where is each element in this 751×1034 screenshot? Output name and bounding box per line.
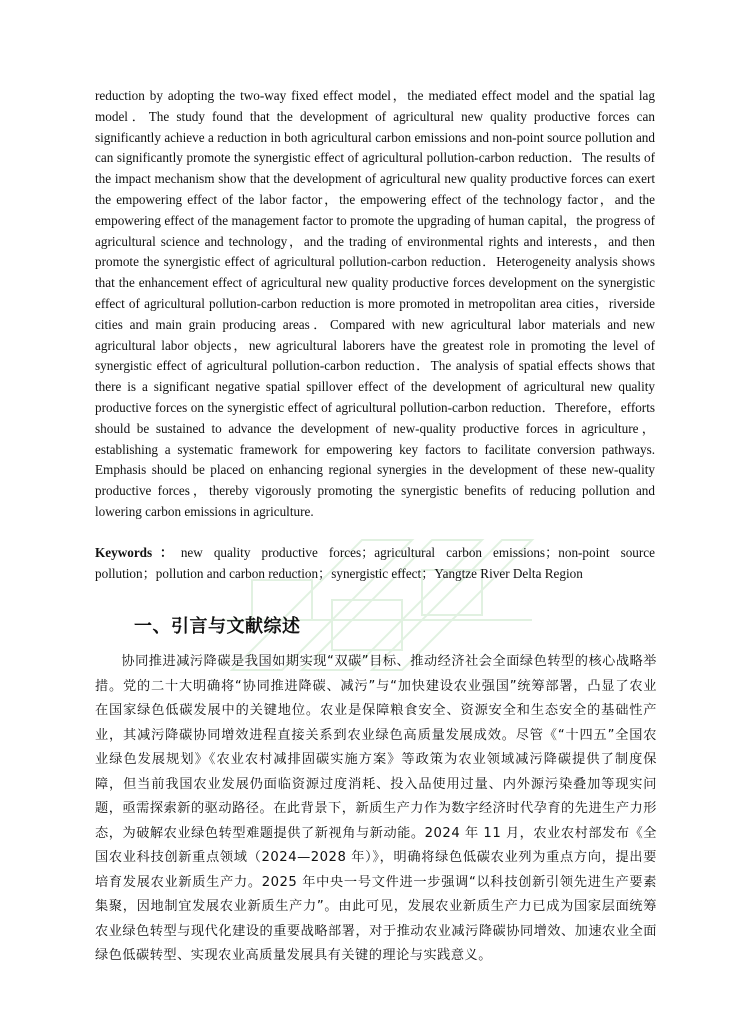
keywords-text: new quality productive forces；agricultural carbon emissions；non-point source pollution；pollution and carbon reduction；synergistic effect；Yangtze River Delta Region bbox=[95, 545, 655, 581]
section-title: 一、引言与文献综述 bbox=[134, 616, 301, 637]
body-paragraph: 协同推进减污降碳是我国如期实现“双碳”目标、推动经济社会全面绿色转型的核心战略举措。党的二十大明确将“协同推进降碳、减污”与“加快建设农业强国”统筹部署，凸显了农业在国家绿色低碳发展中的关键地位。农业是保障粮食安全、资源安全和生态安全的基础性产业，其减污降碳协同增效进程直接关系到农业绿色高质量发展成效。尽管《“十四五”全国农业绿色发展规划》《农业农村减排固碳实施方案》等政策为农业领域减污降碳提供了制度保障，但当前我国农业发展仍面临资源过度消耗、投入品使用过量、内外源污染叠加等现实问题，亟需探索新的驱动路径。在此背景下，新质生产力作为数字经济时代孕育的先进生产力形态，为破解农业绿色转型难题提供了新视角与新动能。2024 年 11 月，农业农村部发布《全国农业科技创新重点领域（2024—2028 年）》，明确将绿色低碳农业列为重点方向，提出要培育发展农业新质生产力。2025 年中央一号文件进一步强调“以科技创新引领先进生产要素集聚，因地制宜发展农业新质生产力”。由此可见，发展农业新质生产力已成为国家层面统筹农业绿色转型与现代化建设的重要战略部署，对于推动农业减污降碳协同增效、加速农业全面绿色低碳转型、实现农业高质量发展具有关键的理论与实践意义。 bbox=[95, 654, 657, 963]
keywords-line bbox=[95, 543, 655, 585]
abstract-paragraph: reduction by adopting the two-way fixed effect model，the mediated effect model and the spatial lag model．The study found that the development of agricultural new quality productive forces can significantly achieve a reduction in both agricultural carbon emissions and non-point source pollution and can significantly promote the synergistic effect of agricultural pollution-carbon reduction．The results of the impact mechanism show that the development of agricultural new quality productive forces can exert the empowering effect of the labor factor，the empowering effect of the technology factor，and the empowering effect of the management factor to promote the upgrading of human capital，the progress of agricultural science and technology，and the trading of environmental rights and interests，and then promote the synergistic effect of agricultural pollution-carbon reduction．Heterogeneity analysis shows that the enhancement effect of agricultural new quality productive forces development on the synergistic effect of agricultural pollution-carbon reduction is more promoted in metropolitan area cities，riverside cities and main grain producing areas．Compared with new agricultural labor materials and new agricultural labor objects，new agricultural laborers have the greatest role in promoting the level of synergistic effect of agricultural pollution-carbon reduction．The analysis of spatial effects shows that there is a significant negative spatial spillover effect of the development of agricultural new quality productive forces on the synergistic effect of agricultural pollution-carbon reduction．Therefore，efforts should be sustained to advance the development of new-quality productive forces in agriculture，establishing a systematic framework for empowering key factors to facilitate conversion pathways. Emphasis should be placed on enhancing regional synergies in the development of these new-quality productive forces，thereby vigorously promoting the synergistic benefits of reducing pollution and lowering carbon emissions in agriculture. bbox=[95, 88, 655, 519]
keywords-label: Keywords： bbox=[95, 545, 181, 560]
